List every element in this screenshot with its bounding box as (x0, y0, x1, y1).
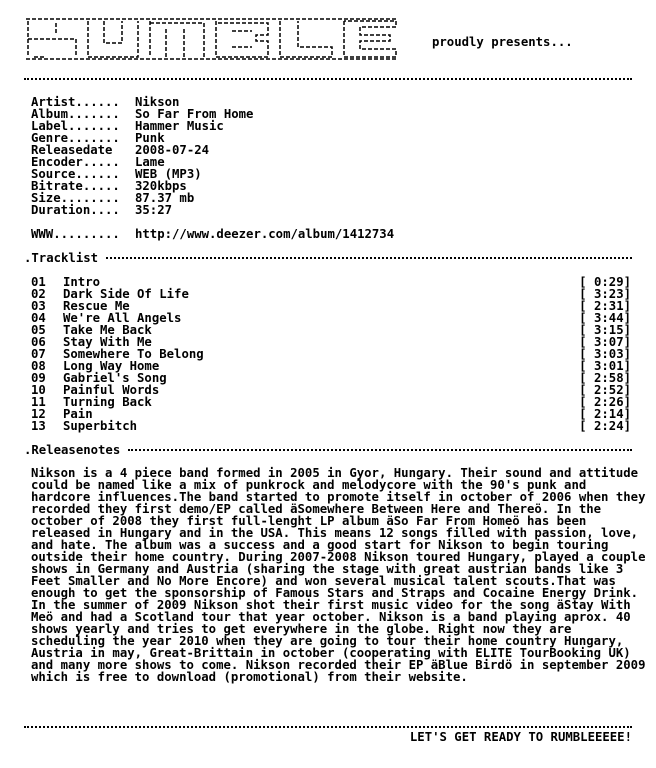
track-title: Pain (63, 407, 93, 421)
info-value: WEB (MP3) (135, 167, 202, 181)
track-number: 13 (31, 419, 46, 433)
track-number: 06 (31, 335, 46, 349)
track-title: Painful Words (63, 383, 160, 397)
info-key: Source...... (31, 167, 120, 181)
info-value: Nikson (135, 95, 180, 109)
track-title: Dark Side Of Life (63, 287, 189, 301)
track-number: 02 (31, 287, 46, 301)
track-title: We're All Angels (63, 311, 182, 325)
track-duration: [ 2:14] (579, 407, 631, 421)
track-duration: [ 3:01] (579, 359, 631, 373)
track-number: 09 (31, 371, 46, 385)
track-duration: [ 3:03] (579, 347, 631, 361)
info-value: 320kbps (135, 179, 187, 193)
track-title: Intro (63, 275, 101, 289)
track-title: Take Me Back (63, 323, 152, 337)
info-value: Punk (135, 131, 165, 145)
track-number: 07 (31, 347, 46, 361)
info-key: Bitrate..... (31, 179, 120, 193)
track-title: Rescue Me (63, 299, 130, 313)
track-duration: [ 3:23] (579, 287, 631, 301)
track-title: Long Way Home (63, 359, 160, 373)
info-value: Lame (135, 155, 165, 169)
track-duration: [ 0:29] (579, 275, 631, 289)
track-title: Somewhere To Belong (63, 347, 204, 361)
track-duration: [ 2:58] (579, 371, 631, 385)
track-title: Superbitch (63, 419, 138, 433)
track-duration: [ 3:15] (579, 323, 631, 337)
release-notes: Nikson is a 4 piece band formed in 2005 in Gyor, Hungary. Their sound and attitude could be named like a mix of punkrock and melodycore with the 90's punk and hardcore influences.The band started to promote itself in october of 2006 when they recorded they first demo/EP called äSomewhere Between Here and Thereö. In the october of 2008 they first full-lenght LP album äSo Far From Homeö has been released in Hungary and in the USA. This means 12 songs filled with passion, love, and hate. The album was a success and a good start for Nikson to begin touring outside their home country. During 2007-2008 Nikson toured Hungary, played a couple shows in Germany and Austria (sharing the stage with great austrian bands like 3 Feet Smaller and No More Encore) and won several musical talent scouts.That was enough to get the sponsorship of Famous Stars and Straps and Cocaine Energy Drink. In the summer of 2009 Nikson shot their first music video for the song äStay With Meö and had a Scotland tour that year october. Nikson is a band playing aprox. 40 shows yearly and tries to get everywhere in the globe. Right now they are scheduling the year 2010 when they are going to tour their home country Hungary, Austria in may, Great-Brittain in october (cooperating with ELITE TourBooking UK) and many more shows to come. Nikson recorded their EP äBlue Birdö in september 2009 which is free to download (promotional) from their website. (31, 466, 646, 684)
track-duration: [ 3:44] (579, 311, 631, 325)
divider (128, 449, 632, 451)
footer-text: LET'S GET READY TO RUMBLEEEEE! (409, 730, 632, 744)
track-number: 03 (31, 299, 46, 313)
track-number: 01 (31, 275, 46, 289)
track-duration: [ 2:26] (579, 395, 631, 409)
track-title: Stay With Me (63, 335, 152, 349)
info-value: 87.37 mb (135, 191, 195, 205)
track-duration: [ 3:07] (579, 335, 631, 349)
tracklist-heading (24, 252, 632, 264)
info-key: Genre....... (31, 131, 120, 145)
rumble-logo (26, 17, 398, 64)
www-row (31, 228, 394, 240)
divider (106, 257, 632, 259)
www-link[interactable]: http://www.deezer.com/album/1412734 (135, 227, 395, 241)
info-value: Hammer Music (135, 119, 224, 133)
info-key: Label....... (31, 119, 120, 133)
track-title: Gabriel's Song (63, 371, 167, 385)
info-value: 35:27 (135, 203, 173, 217)
info-key: Artist...... (31, 95, 120, 109)
releasenotes-heading (24, 444, 632, 456)
track-number: 12 (31, 407, 46, 421)
track-row (31, 420, 631, 432)
presents-text: proudly presents... (432, 35, 573, 49)
info-value: 2008-07-24 (135, 143, 210, 157)
track-title: Turning Back (63, 395, 152, 409)
track-duration: [ 2:31] (579, 299, 631, 313)
divider (24, 726, 632, 728)
track-duration: [ 2:24] (579, 419, 631, 433)
info-key: Encoder..... (31, 155, 120, 169)
info-value: So Far From Home (135, 107, 254, 121)
releasenotes-heading-label: .Releasenotes (24, 443, 121, 457)
track-duration: [ 2:52] (579, 383, 631, 397)
info-key: Size........ (31, 191, 120, 205)
info-row (31, 204, 172, 216)
tracklist-heading-label: .Tracklist (24, 251, 99, 265)
info-key: Releasedate (31, 143, 113, 157)
info-key: Album....... (31, 107, 120, 121)
track-number: 11 (31, 395, 46, 409)
www-key: WWW......... (31, 227, 120, 241)
track-number: 04 (31, 311, 46, 325)
divider (24, 78, 632, 80)
track-number: 08 (31, 359, 46, 373)
track-number: 10 (31, 383, 46, 397)
track-number: 05 (31, 323, 46, 337)
info-key: Duration.... (31, 203, 120, 217)
track-row (31, 396, 631, 408)
